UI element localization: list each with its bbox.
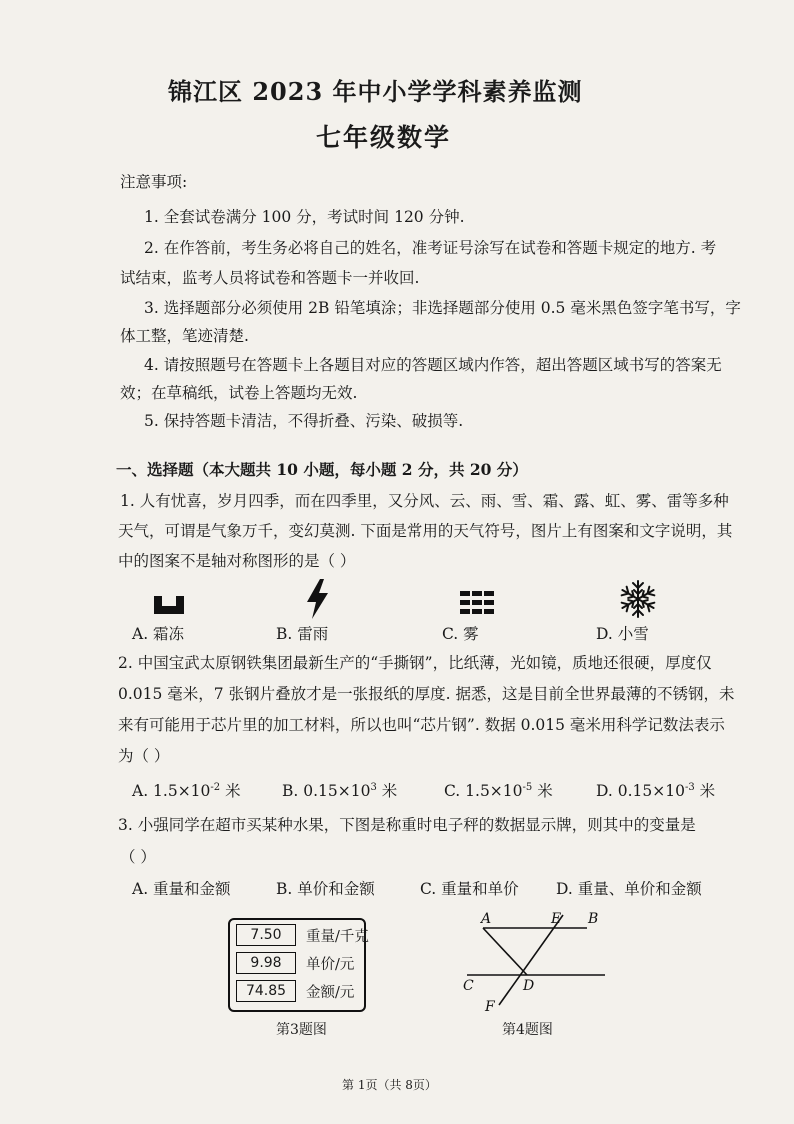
q3-figure-caption: 第3题图 — [276, 1022, 327, 1038]
notes-heading: 注意事项: — [120, 173, 188, 191]
q1-option-b: B. 雷雨 — [276, 625, 329, 643]
point-label-d: D — [523, 978, 535, 994]
point-label-b: B — [588, 911, 599, 927]
q1-line: 1. 人有忧喜，岁月四季，而在四季里，又分风、云、雨、雪、霜、露、虹、雾、雷等多种 — [120, 492, 729, 510]
scale-display — [228, 918, 369, 1012]
note-line: 体工整，笔迹清楚. — [120, 327, 249, 345]
q4-geometry-figure — [455, 905, 610, 1015]
note-line: 1. 全套试卷满分 100 分，考试时间 120 分钟. — [144, 208, 465, 226]
amount-value: 74.85 — [236, 980, 296, 1002]
light-snow-icon — [617, 578, 659, 620]
weight-value: 7.50 — [236, 924, 296, 946]
page-footer: 第 1页（共 8页） — [342, 1078, 437, 1092]
q3-option-b: B. 单价和金额 — [276, 880, 375, 898]
point-label-c: C — [463, 978, 474, 994]
q1-option-c: C. 雾 — [442, 625, 479, 643]
q2-option-a: A. $1.5\times 10^{-2}$ 米 — [132, 782, 241, 800]
scale-row-weight — [236, 924, 369, 946]
q1-line: 天气，可谓是气象万千，变幻莫测. 下面是常用的天气符号，图片上有图案和文字说明，其 — [118, 522, 733, 540]
q2-line: 来有可能用于芯片里的加工材料，所以也叫“芯片钢”. 数据 0.015 毫米用科学记数法表示 — [118, 716, 725, 734]
thunderstorm-icon — [302, 578, 332, 620]
q2-option-d: D. $0.15\times 10^{-3}$ 米 — [596, 782, 716, 800]
q3-option-d: D. 重量、单价和金额 — [556, 880, 702, 898]
exam-title: 锦江区 2023 年中小学学科素养监测 — [168, 77, 583, 106]
q3-option-a: A. 重量和金额 — [132, 880, 231, 898]
note-line: 3. 选择题部分必须使用 2B 铅笔填涂；非选择题部分使用 0.5 毫米黑色签字笔书写，字 — [144, 299, 741, 317]
amount-label: 金额/元 — [306, 984, 355, 1001]
q2-line: 0.015 毫米，7 张钢片叠放才是一张报纸的厚度. 据悉，这是目前全世界最薄的不锈钢，未 — [118, 685, 735, 703]
q3-option-c: C. 重量和单价 — [420, 880, 519, 898]
scale-row-amount — [236, 980, 354, 1002]
q2-line: 为（ ） — [118, 747, 170, 765]
q2-option-c: C. $1.5\times 10^{-5}$ 米 — [444, 782, 553, 800]
exam-subtitle: 七年级数学 — [316, 123, 452, 152]
q1-line: 中的图案不是轴对称图形的是（ ） — [118, 552, 356, 570]
point-label-f: F — [485, 999, 495, 1015]
q3-line: （ ） — [120, 848, 156, 866]
q2-line: 2. 中国宝武太原钢铁集团最新生产的“手撕钢”，比纸薄，光如镜，质地还很硬，厚度仅 — [118, 654, 712, 672]
line-ad — [483, 928, 527, 975]
point-label-a: A — [481, 911, 492, 927]
q1-option-d: D. 小雪 — [596, 625, 649, 643]
note-line: 效；在草稿纸，试卷上答题均无效. — [120, 384, 358, 402]
q1-option-a: A. 霜冻 — [132, 625, 185, 643]
frost-icon — [152, 592, 186, 618]
q2-option-b: B. $0.15\times 10^3$ 米 — [282, 782, 398, 800]
note-line: 5. 保持答题卡清洁，不得折叠、污染、破损等. — [144, 412, 464, 430]
price-label: 单价/元 — [306, 956, 355, 973]
point-label-e: E — [551, 911, 562, 927]
note-line: 2. 在作答前，考生务必将自己的姓名，准考证号涂写在试卷和答题卡规定的地方. 考 — [144, 239, 717, 257]
fog-icon — [459, 590, 495, 616]
q3-line: 3. 小强同学在超市买某种水果，下图是称重时电子秤的数据显示牌，则其中的变量是 — [118, 816, 696, 834]
price-value: 9.98 — [236, 952, 296, 974]
section-heading: 一、选择题（本大题共 10 小题，每小题 2 分，共 20 分） — [116, 460, 528, 479]
note-line: 4. 请按照题号在答题卡上各题目对应的答题区域内作答，超出答题区域书写的答案无 — [144, 356, 722, 374]
weight-label: 重量/千克 — [306, 928, 369, 945]
q4-figure-caption: 第4题图 — [502, 1022, 553, 1038]
note-line: 试结束，监考人员将试卷和答题卡一并收回. — [120, 269, 420, 287]
scale-row-price — [236, 952, 354, 974]
